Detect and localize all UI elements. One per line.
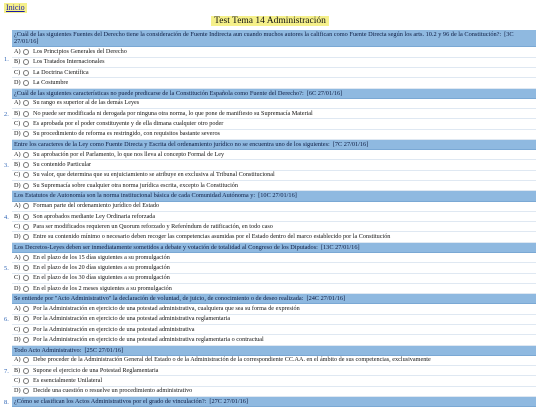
question-body (12, 191, 536, 242)
radio-button[interactable] (23, 172, 29, 178)
radio-button[interactable] (23, 70, 29, 76)
answer-option[interactable] (12, 78, 536, 88)
option-text: Supone el ejercicio de una Potestad Reglamentaria (33, 366, 159, 374)
question-3 (4, 140, 536, 191)
option-text: Los Tratados Internacionales (33, 58, 105, 66)
option-letter: C) (14, 171, 21, 179)
option-text: Es esencialmente Unilateral (33, 377, 103, 384)
option-text: Su aprobación por el Parlamento, lo que nos lleva al concepto Formal de Ley (33, 150, 225, 158)
question-number: 6. (4, 316, 9, 324)
question-text (12, 243, 536, 253)
question-body (12, 397, 536, 407)
answer-option[interactable] (12, 366, 536, 376)
question-body (12, 140, 536, 191)
question-body (12, 243, 536, 294)
question-code: [7C 27/01/16] (332, 140, 369, 148)
question-text (12, 30, 536, 47)
option-text: Debe proceder de la Administración General del Estado o de la Administración de la correspondiente CC.AA. en el ámbito de sus competencias, exclusivamente (33, 356, 431, 364)
option-letter: D) (14, 181, 21, 189)
radio-button[interactable] (23, 234, 29, 240)
option-text: Es aprobada por el poder constituyente y de ella dimana cualquier otro poder (33, 120, 224, 128)
question-text (12, 89, 536, 99)
answer-option[interactable] (12, 222, 536, 232)
answer-option[interactable] (12, 171, 536, 181)
question-statement: ¿Cuál de las siguientes Fuentes del Derecho tiene la consideración de Fuente Indirecta aun cuando muchos autores la califican como Fuente Directa según los arts. 10.2 y 96 de la Constitución?: (14, 31, 502, 38)
option-text: Forman parte del ordenamiento jurídico del Estado (33, 202, 160, 210)
option-text: Son aprobados mediante Ley Ordinaria reforzada (33, 212, 156, 220)
radio-button[interactable] (23, 59, 29, 65)
question-6 (4, 294, 536, 345)
option-letter: A) (14, 150, 21, 158)
option-text: Por la Administración en ejercicio de una potestad administrativa reglamentaria (33, 315, 231, 323)
option-text: La Costumbre (33, 78, 69, 86)
radio-button[interactable] (23, 316, 29, 322)
option-letter: B) (14, 212, 21, 220)
question-1 (4, 30, 536, 89)
question-2 (4, 89, 536, 140)
question-statement: ¿Cómo se clasifican los Actos Administrativos por el grado de vinculación?: (14, 397, 207, 405)
question-text (12, 294, 536, 304)
question-statement: Entre los caracteres de la Ley como Fuente Directa y Escrita del ordenamiento jurídico no se encuentra uno de los siguientes: (14, 140, 330, 148)
option-letter: B) (14, 366, 21, 374)
answer-option[interactable] (12, 315, 536, 325)
option-letter: A) (14, 48, 21, 56)
option-letter: A) (14, 356, 21, 364)
option-letter: D) (14, 233, 21, 241)
answer-option[interactable] (12, 387, 536, 397)
option-text: Su Supremacía sobre cualquier otra norma jurídica escrita, excepto la Constitución (33, 181, 238, 189)
question-text (12, 191, 536, 201)
answer-option[interactable] (12, 376, 536, 386)
option-text: Su procedimiento de reforma es restringido, con requisitos bastante severos (33, 130, 220, 138)
option-letter: C) (14, 68, 21, 76)
option-text: En el plazo de los 30 días siguientes a su promulgación (33, 274, 170, 282)
radio-button[interactable] (23, 388, 29, 394)
question-number: 8. (4, 398, 9, 406)
answer-option[interactable] (12, 150, 536, 160)
radio-button[interactable] (23, 80, 29, 86)
question-statement: Se entiende por "Acto Administrativo" la declaración de voluntad, de juicio, de conocimiento o de deseo realizada: (14, 295, 304, 303)
answer-option[interactable] (12, 263, 536, 273)
answer-option[interactable] (12, 119, 536, 129)
option-letter: B) (14, 263, 21, 271)
radio-button[interactable] (23, 49, 29, 55)
question-code: [24C 27/01/16] (306, 295, 346, 303)
answer-option[interactable] (12, 253, 536, 263)
answer-option[interactable] (12, 109, 536, 119)
option-text: Para ser modificados requieren un Quorum reforzado y Referéndum de ratificación, en todo caso (33, 222, 273, 230)
option-text: Su contenido Particular (33, 161, 92, 169)
option-letter: C) (14, 377, 21, 384)
question-text (12, 140, 536, 150)
option-text: Por la Administración en ejercicio de una potestad administrativa, cualquiera que sea su forma de expresión (33, 305, 300, 313)
radio-button[interactable] (23, 183, 29, 189)
radio-button[interactable] (23, 152, 29, 158)
page-title: Test Tema 14 Administración (211, 16, 329, 26)
question-4 (4, 191, 536, 242)
option-text: Los Principios Generales del Derecho (33, 48, 127, 56)
option-letter: C) (14, 120, 21, 128)
question-number: 7. (4, 367, 9, 375)
option-text: Por la Administración en ejercicio de una potestad administrativa reglamentaria o contractual (33, 335, 264, 343)
home-link[interactable]: Inicio (6, 3, 25, 12)
option-text: La Doctrina Científica (33, 68, 89, 76)
radio-button[interactable] (23, 121, 29, 127)
question-body (12, 346, 536, 397)
radio-button[interactable] (23, 306, 29, 312)
radio-button[interactable] (23, 368, 29, 374)
question-8 (4, 397, 536, 407)
answer-option[interactable] (12, 99, 536, 109)
question-number: 2. (4, 110, 9, 118)
option-letter: A) (14, 99, 21, 107)
option-text: Decide una cuestión o resuelve un procedimiento administrativo (33, 387, 193, 395)
option-letter: B) (14, 161, 21, 169)
option-letter: C) (14, 325, 21, 333)
question-text (12, 397, 536, 407)
answer-option[interactable] (12, 356, 536, 366)
answer-option[interactable] (12, 130, 536, 140)
answer-option[interactable] (12, 335, 536, 345)
answer-option[interactable] (12, 284, 536, 294)
option-text: No puede ser modificada ni derogada por ninguna otra norma, lo que pone de manifiesto su Supremacía Material (33, 109, 313, 117)
option-text: En el plazo de los 20 días siguientes a su promulgación (33, 263, 170, 271)
option-text: En el plazo de los 2 meses siguientes a su promulgación (33, 284, 172, 292)
quiz-list (4, 30, 536, 407)
radio-button[interactable] (23, 275, 29, 281)
answer-option[interactable] (12, 232, 536, 242)
option-text: Su valor, que determina que su enjuiciamiento se atribuye en exclusiva al Tribunal Constitucional (33, 171, 275, 179)
question-7 (4, 346, 536, 397)
question-body (12, 30, 536, 89)
radio-button[interactable] (23, 214, 29, 220)
radio-button[interactable] (23, 327, 29, 333)
question-number: 1. (4, 55, 9, 63)
question-code: [25C 27/01/16] (84, 346, 124, 354)
radio-button[interactable] (23, 255, 29, 261)
question-number: 3. (4, 162, 9, 170)
answer-option[interactable] (12, 181, 536, 191)
option-letter: B) (14, 109, 21, 117)
option-letter: D) (14, 387, 21, 395)
answer-option[interactable] (12, 47, 536, 57)
answer-option[interactable] (12, 202, 536, 212)
question-statement: Los Estatutos de Autonomía son la norma institucional básica de cada Comunidad Autónoma y: (14, 192, 256, 200)
radio-button[interactable] (23, 111, 29, 117)
answer-option[interactable] (12, 160, 536, 170)
question-body (12, 89, 536, 140)
option-letter: D) (14, 130, 21, 138)
question-code: [6C 27/01/16] (306, 89, 343, 97)
radio-button[interactable] (23, 337, 29, 343)
answer-option[interactable] (12, 304, 536, 314)
radio-button[interactable] (23, 162, 29, 168)
question-code: [27C 27/01/16] (209, 397, 249, 405)
option-text: Por la Administración en ejercicio de una potestad administrativa (33, 325, 195, 333)
question-body (12, 294, 536, 345)
option-text: Su rango es superior al de las demás Leyes (33, 99, 140, 107)
question-code: [10C 27/01/16] (258, 192, 297, 200)
answer-option[interactable] (12, 212, 536, 222)
option-letter: C) (14, 274, 21, 282)
radio-button[interactable] (23, 357, 29, 363)
question-number: 5. (4, 264, 9, 272)
question-code: [13C 27/01/16] (320, 243, 360, 251)
option-letter: B) (14, 58, 21, 66)
question-statement: Los Decretos-Leyes deben ser inmediatamente sometidos a debate y votación de totalidad al Congreso de los Diputados: (14, 243, 318, 251)
radio-button[interactable] (23, 265, 29, 271)
option-text: Entre su contenido mínimo o necesario deben recoger las competencias asumidas por el Estado dentro del marco establecido por la Constitución (33, 233, 391, 241)
option-letter: A) (14, 305, 21, 313)
radio-button[interactable] (23, 100, 29, 106)
option-letter: B) (14, 315, 21, 323)
question-statement: Todo Acto Administrativo: (14, 346, 82, 354)
option-text: En el plazo de los 15 días siguientes a su promulgación (33, 253, 170, 261)
page-title-bar (0, 15, 540, 27)
option-letter: A) (14, 202, 21, 210)
option-letter: D) (14, 335, 21, 343)
radio-button[interactable] (23, 378, 29, 384)
radio-button[interactable] (23, 131, 29, 137)
radio-button[interactable] (23, 224, 29, 230)
answer-option[interactable] (12, 58, 536, 68)
radio-button[interactable] (23, 203, 29, 209)
option-letter: D) (14, 78, 21, 86)
answer-option[interactable] (12, 325, 536, 335)
question-statement: ¿Cuál de las siguientes características no puede predicarse de la Constitución Española como Fuente del Derecho?: (14, 89, 304, 97)
question-5 (4, 243, 536, 294)
question-number: 4. (4, 213, 9, 221)
question-text (12, 346, 536, 356)
answer-option[interactable] (12, 274, 536, 284)
option-letter: D) (14, 284, 21, 292)
question-code: [3C 27/01/16] (14, 31, 514, 46)
option-letter: C) (14, 222, 21, 230)
option-letter: A) (14, 253, 21, 261)
radio-button[interactable] (23, 286, 29, 292)
answer-option[interactable] (12, 68, 536, 78)
